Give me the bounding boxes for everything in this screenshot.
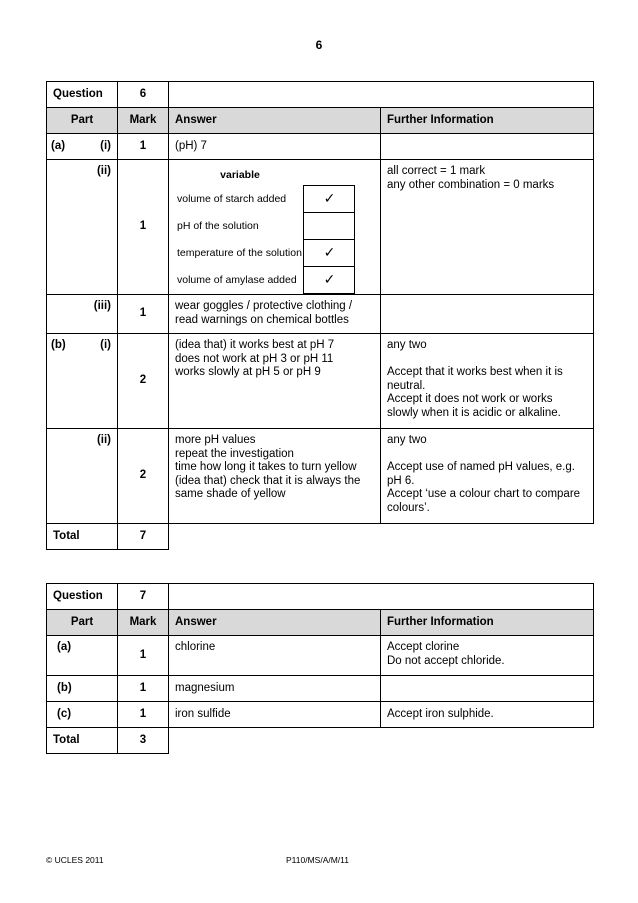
part-cell (47, 334, 118, 429)
info-line: Accept ‘use a colour chart to compare (387, 488, 581, 500)
variable-header: variable (220, 169, 260, 181)
info-line: all correct = 1 mark (387, 165, 486, 177)
total-label: Total (47, 728, 118, 754)
table-row (47, 295, 594, 334)
total-value: 3 (118, 728, 169, 754)
question-blank-cell (169, 82, 594, 108)
answer-line: (idea that) check that it is always the (175, 474, 361, 487)
answer-cell (169, 334, 381, 429)
table-row (47, 636, 594, 676)
mark-header: Mark (118, 108, 169, 134)
answer-line: does not work at pH 3 or pH 11 (175, 352, 334, 365)
footer-code: P110/MS/A/M/11 (286, 855, 349, 865)
part-letter: (b) (51, 339, 66, 351)
part-cell: (b) (47, 676, 118, 702)
variable-label: volume of amylase added (177, 273, 297, 286)
total-row (47, 524, 594, 550)
table-row (47, 134, 594, 160)
total-value: 7 (118, 524, 169, 550)
mark-cell: 1 (118, 134, 169, 160)
tick-icon: ✓ (303, 185, 354, 212)
variable-label: pH of the solution (177, 219, 259, 232)
answer-header: Answer (169, 610, 381, 636)
info-line: any two (387, 434, 427, 446)
variable-label: temperature of the solution (177, 246, 302, 259)
info-cell (381, 295, 594, 334)
info-line: Accept it does not work or works (387, 393, 553, 405)
mark-cell: 1 (118, 636, 169, 676)
answer-cell (169, 295, 381, 334)
info-line: pH 6. (387, 474, 415, 487)
answer-header: Answer (169, 108, 381, 134)
info-line: Accept use of named pH values, e.g. (387, 461, 575, 473)
info-cell (381, 160, 594, 295)
part-numeral: (i) (100, 139, 111, 152)
part-cell (47, 295, 118, 334)
info-line: Do not accept chloride. (387, 654, 505, 667)
part-header: Part (47, 610, 118, 636)
table-row (47, 702, 594, 728)
answer-line: time how long it takes to turn yellow (175, 461, 357, 473)
answer-line: wear goggles / protective clothing / (175, 300, 353, 312)
mark-cell: 1 (118, 295, 169, 334)
part-cell (47, 429, 118, 524)
column-header-row (47, 610, 594, 636)
info-cell (381, 676, 594, 702)
mark-cell: 2 (118, 334, 169, 429)
info-cell (381, 429, 594, 524)
part-cell (47, 160, 118, 295)
info-line: colours’. (387, 501, 430, 514)
question-number: 7 (118, 584, 169, 610)
page-number: 6 (315, 38, 323, 52)
info-line: slowly when it is acidic or alkaline. (387, 406, 561, 419)
question-header-row (47, 82, 594, 108)
answer-cell: chlorine (169, 636, 381, 676)
question-blank-cell (169, 584, 594, 610)
mark-cell: 2 (118, 429, 169, 524)
answer-cell: (pH) 7 (169, 134, 381, 160)
mark-header: Mark (118, 610, 169, 636)
mark-cell: 1 (118, 676, 169, 702)
answer-line: more pH values (175, 434, 256, 446)
part-letter: (a) (51, 139, 66, 152)
question-header-row (47, 584, 594, 610)
part-numeral: (iii) (93, 300, 111, 312)
part-cell (47, 134, 118, 160)
question-number: 6 (118, 82, 169, 108)
answer-line: (idea that) it works best at pH 7 (175, 339, 335, 351)
answer-line: read warnings on chemical bottles (175, 313, 349, 326)
total-row (47, 728, 594, 754)
table-row (47, 429, 594, 524)
tick-box (303, 212, 354, 239)
question-label: Question (47, 82, 118, 108)
info-cell (381, 334, 594, 429)
info-line: Accept that it works best when it is (387, 366, 563, 378)
info-header: Further Information (381, 610, 594, 636)
question-label: Question (47, 584, 118, 610)
part-header: Part (47, 108, 118, 134)
info-cell (381, 636, 594, 676)
tick-icon: ✓ (303, 239, 354, 266)
variable-table (175, 165, 355, 294)
mark-cell: 1 (118, 160, 169, 295)
info-line: any other combination = 0 marks (387, 178, 555, 191)
info-line: neutral. (387, 379, 426, 392)
part-numeral: (i) (100, 339, 111, 351)
answer-line: same shade of yellow (175, 488, 286, 500)
mark-cell: 1 (118, 702, 169, 728)
question-6-table (46, 81, 594, 550)
part-cell: (a) (47, 636, 118, 676)
table-row (47, 334, 594, 429)
answer-cell: iron sulfide (169, 702, 381, 728)
part-numeral: (ii) (96, 434, 111, 446)
info-cell (381, 134, 594, 160)
part-cell: (c) (47, 702, 118, 728)
answer-cell (169, 429, 381, 524)
answer-cell (169, 160, 381, 295)
info-header: Further Information (381, 108, 594, 134)
answer-line: works slowly at pH 5 or pH 9 (175, 366, 321, 378)
info-cell: Accept iron sulphide. (381, 702, 594, 728)
info-line: Accept clorine (387, 641, 460, 653)
table-row (47, 676, 594, 702)
column-header-row (47, 108, 594, 134)
table-row (47, 160, 594, 295)
answer-line: repeat the investigation (175, 447, 294, 460)
answer-cell: magnesium (169, 676, 381, 702)
variable-label: volume of starch added (177, 192, 287, 205)
tick-icon: ✓ (303, 266, 354, 293)
part-numeral: (ii) (96, 165, 111, 177)
question-7-table (46, 583, 594, 754)
info-line: any two (387, 339, 427, 351)
footer-copyright: © UCLES 2011 (46, 855, 104, 865)
total-label: Total (47, 524, 118, 550)
